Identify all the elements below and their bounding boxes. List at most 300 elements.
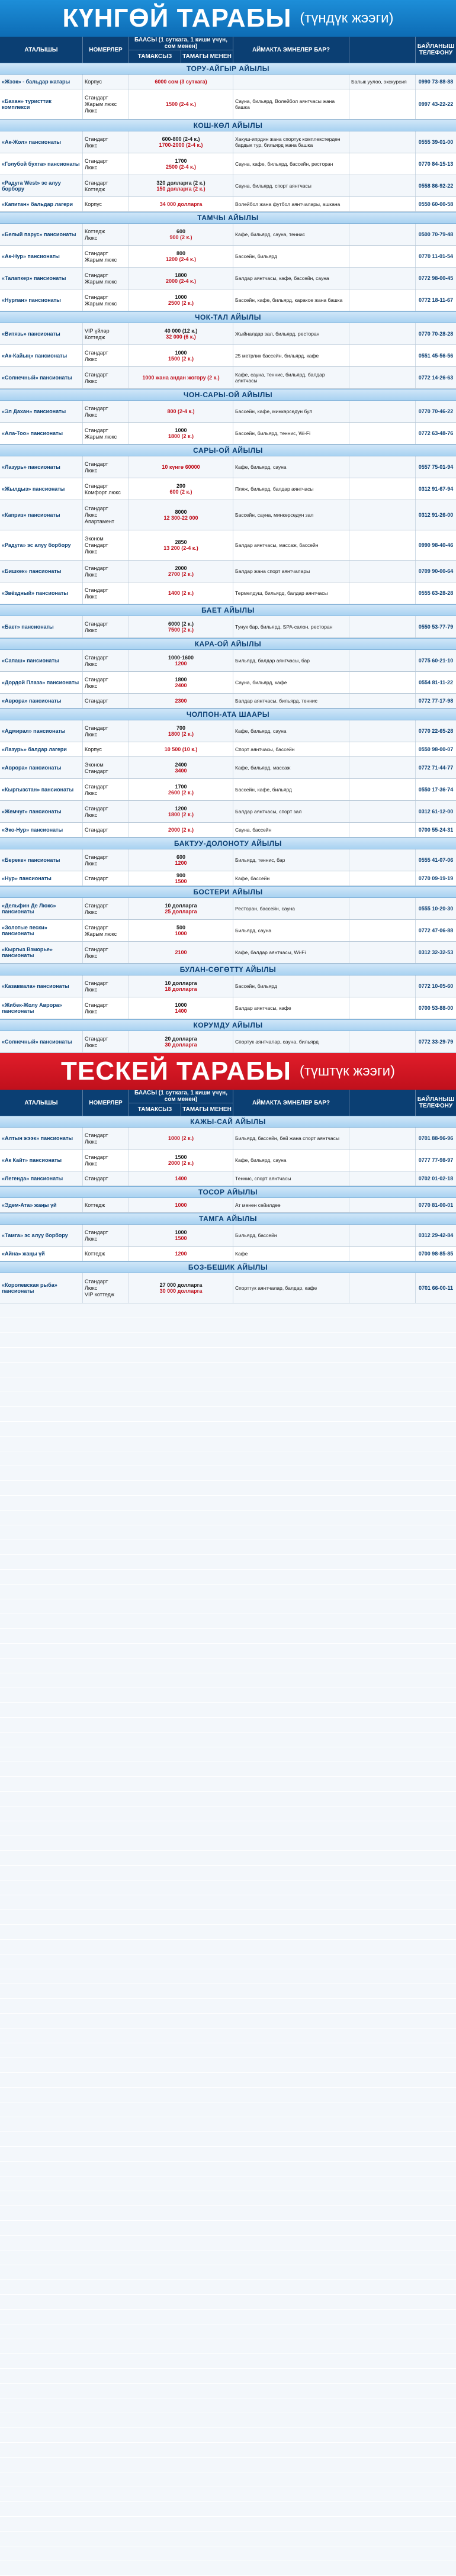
phone-number: 0772 47-06-88 (418, 928, 454, 933)
room-type: Люкс (85, 627, 98, 633)
amenities: Кафе, бильярд, сауна (233, 456, 349, 478)
amenities: Балдар аянтчасы, кафе, бассейн, сауна (233, 268, 349, 289)
south-shore-banner (0, 1053, 456, 1090)
price-with-meal: 7500 (2 к.) (168, 627, 194, 633)
resort-name: «Бишкек» пансионаты (0, 561, 83, 582)
room-type: Корпус (85, 201, 102, 207)
price-cell (129, 1247, 233, 1261)
phone-number: 0312 91-26-00 (418, 512, 454, 518)
room-type: Жарым люкс (85, 256, 117, 263)
room-type: Стандарт (85, 461, 108, 467)
room-types (83, 175, 129, 197)
price-with-meal: 1000 жана андан жогору (2 к.) (142, 375, 220, 381)
price-with-meal: 1500 (2-4 к.) (165, 101, 197, 107)
amenities: Бильярд, теннис, бар (233, 849, 349, 871)
amenities: Волейбол жана футбол аянтчалары, ашкана (233, 197, 349, 211)
amenities: Бассейн, бильярд (233, 246, 349, 267)
room-type: Стандарт (85, 482, 108, 489)
region-rows (0, 616, 456, 638)
room-types (83, 131, 129, 153)
phone-number: 0997 43-22-22 (418, 101, 454, 107)
room-type: Эконом (85, 761, 104, 768)
amenities (233, 75, 349, 89)
resort-name: «Береке» пансионаты (0, 849, 83, 871)
table-row (0, 197, 456, 212)
table-row (0, 1171, 456, 1186)
room-type: Люкс (85, 1235, 98, 1242)
price-with-meal: 2500 (2 к.) (168, 300, 194, 306)
col-amenities: АЙМАКТА ЭМНЕЛЕР БАР? (233, 1090, 349, 1116)
room-type: Стандарт (85, 620, 108, 627)
price-cell (129, 478, 233, 500)
room-types (83, 1031, 129, 1052)
room-type: Люкс (85, 909, 98, 915)
phone-number: 0550 60-00-58 (418, 201, 454, 207)
room-type: Стандарт (85, 768, 108, 774)
amenities: Жыйналдар зал, бильярд, ресторан (233, 323, 349, 344)
phone-number: 0701 88-96-96 (418, 1135, 454, 1141)
resort-name: «Солнечный» пансионаты (0, 1031, 83, 1052)
phone-number: 0550 17-36-74 (418, 787, 454, 793)
room-type: VIP коттедж (85, 1292, 114, 1297)
price-no-meal: 1800 (175, 272, 187, 278)
north-shore-banner (0, 0, 456, 37)
phone-number: 0555 63-28-28 (418, 590, 454, 596)
extra-info (349, 289, 416, 311)
phone-number: 0700 98-85-85 (418, 1251, 454, 1257)
amenities: Кафе, бильярд, сауна (233, 720, 349, 742)
phone-number: 0770 11-01-54 (418, 253, 454, 259)
room-types (83, 975, 129, 997)
price-cell (129, 1225, 233, 1246)
price-cell (129, 616, 233, 637)
room-type: Люкс (85, 682, 98, 689)
amenities: Бильярд, сауна (233, 920, 349, 941)
price-no-meal: 2400 (175, 762, 187, 768)
price-cell (129, 942, 233, 963)
region-header: БАКТУУ-ДОЛОНОТУ АЙЫЛЫ (0, 838, 456, 849)
resort-name: «Лазурь» пансионаты (0, 456, 83, 478)
resort-name: «Эдем-Ата» жаңы үй (0, 1198, 83, 1212)
phone-number: 0558 86-92-22 (418, 183, 454, 189)
room-type: Стандарт (85, 698, 108, 704)
table-row (0, 801, 456, 823)
table-row (0, 246, 456, 268)
room-types (83, 423, 129, 444)
room-types (83, 779, 129, 800)
room-types (83, 672, 129, 693)
table-row (0, 89, 456, 120)
extra-info (349, 456, 416, 478)
extra-info (349, 153, 416, 175)
room-type: Коттедж (85, 1202, 105, 1208)
table-row (0, 694, 456, 709)
phone-number: 0555 10-20-30 (418, 906, 454, 912)
extra-info (349, 423, 416, 444)
room-type: Люкс (85, 142, 98, 149)
resort-name: «Бахан» туристтик комплекси (0, 89, 83, 119)
price-cell (129, 742, 233, 756)
table-row (0, 616, 456, 638)
resort-name: «Нурлан» пансионаты (0, 289, 83, 311)
col-price (129, 37, 233, 63)
room-type: Люкс (85, 571, 98, 578)
extra-info (349, 742, 416, 756)
room-type: Люкс (85, 731, 98, 738)
room-type: Корпус (85, 79, 102, 85)
resort-name: «Радуга West» эс алуу борбору (0, 175, 83, 197)
table-row (0, 823, 456, 838)
price-no-meal: 1000 (175, 427, 187, 433)
resort-name: «Жемчуг» пансионаты (0, 801, 83, 822)
room-type: Стандарт (85, 542, 108, 548)
room-type: Люкс (85, 593, 98, 600)
amenities: Ат менен сейилдөө (233, 1198, 349, 1212)
extra-info (349, 757, 416, 778)
extra-info (349, 694, 416, 708)
phone-number: 0700 55-24-31 (418, 827, 454, 833)
price-no-meal: 40 000 (12 к.) (164, 328, 198, 334)
room-types (83, 246, 129, 267)
table-row (0, 423, 456, 445)
phone-number: 0770 84-15-13 (418, 161, 454, 167)
room-type: Люкс (85, 356, 98, 362)
resort-name: «Ак Кайт» пансионаты (0, 1149, 83, 1171)
room-types (83, 1225, 129, 1246)
price-cell (129, 530, 233, 560)
price-no-meal: 1700 (175, 784, 187, 790)
resort-name: «Дордой Плаза» пансионаты (0, 672, 83, 693)
room-types (83, 942, 129, 963)
price-with-meal: 900 (2 к.) (169, 234, 192, 240)
region-header: ТОСОР АЙЫЛЫ (0, 1186, 456, 1198)
room-type: Коттедж (85, 186, 105, 192)
resort-name: «Талапкер» пансионаты (0, 268, 83, 289)
price-cell (129, 401, 233, 422)
col-price-with-meal: ТАМАГЫ МЕНЕН (182, 53, 232, 60)
room-type: Жарым люкс (85, 300, 117, 307)
table-row (0, 942, 456, 964)
price-cell (129, 779, 233, 800)
table-header-south (0, 1090, 456, 1116)
price-cell (129, 672, 233, 693)
region-rows (0, 1128, 456, 1186)
price-cell (129, 823, 233, 837)
price-cell (129, 1031, 233, 1052)
table-row (0, 289, 456, 311)
resort-name: «Ак-Нур» пансионаты (0, 246, 83, 267)
table-row (0, 530, 456, 561)
phone-number: 0770 22-65-28 (418, 728, 454, 734)
extra-info (349, 650, 416, 671)
room-type: Стандарт (85, 827, 108, 833)
region-rows (0, 224, 456, 311)
amenities: Бассейн, кафе, минкөрсөдүн бул (233, 401, 349, 422)
price-with-meal: 1700-2000 (2-4 к.) (159, 142, 203, 148)
price-no-meal: 2850 (175, 539, 187, 545)
table-row (0, 1149, 456, 1171)
price-with-meal: 1800 (2 к.) (168, 731, 194, 737)
room-type: Стандарт (85, 902, 108, 909)
amenities: 25 метрлик бассейн, бильярд, кафе (233, 345, 349, 366)
room-type: Стандарт (85, 179, 108, 186)
amenities: Кафе, бассейн (233, 871, 349, 886)
room-type: Стандарт (85, 1176, 108, 1181)
extra-info (349, 942, 416, 963)
amenities: Сауна, бильярд, Волейбол аянтчасы жана башка (233, 89, 349, 119)
room-type: Стандарт (85, 371, 108, 378)
region-rows (0, 75, 456, 120)
col-price-top: БААСЫ (1 суткага, 1 киши үчүн, сом менен) (129, 37, 233, 50)
table-header-north (0, 37, 456, 63)
extra-info (349, 823, 416, 837)
extra-info (349, 89, 416, 119)
amenities: Бассейн, бильярд (233, 975, 349, 997)
price-with-meal: 30 долларга (165, 1042, 197, 1048)
region-rows (0, 1225, 456, 1261)
price-with-meal: 6000 сом (3 суткага) (155, 79, 207, 85)
price-with-meal: 1500 (2 к.) (168, 356, 194, 362)
amenities: Пляж, бильярд, балдар аянтчасы (233, 478, 349, 500)
room-types (83, 1171, 129, 1186)
extra-info (349, 1273, 416, 1303)
room-types (83, 224, 129, 245)
price-cell (129, 500, 233, 530)
room-type: Корпус (85, 746, 102, 752)
resort-name: «Жээк» - бальдар жатары (0, 75, 83, 89)
room-type: Стандарт (85, 946, 108, 952)
phone-number: 0990 73-88-88 (418, 79, 454, 85)
price-cell (129, 224, 233, 245)
room-type: Люкс (85, 411, 98, 418)
price-with-meal: 2400 (175, 682, 187, 688)
room-types (83, 89, 129, 119)
phone-number: 0312 91-67-94 (418, 486, 454, 492)
amenities: Кафе, балдар аянтчасы, Wi-Fi (233, 942, 349, 963)
price-with-meal: 150 долларга (2 к.) (156, 186, 205, 192)
phone-number: 0550 53-77-79 (418, 624, 454, 630)
amenities: Спорттук аянтчалар, балдар, кафе (233, 1273, 349, 1303)
amenities: Теннис, спорт аянтчасы (233, 1171, 349, 1186)
table-row (0, 268, 456, 289)
phone-number: 0772 71-44-77 (418, 765, 454, 771)
table-row (0, 224, 456, 246)
extra-info (349, 1171, 416, 1186)
amenities: Балдар жана спорт аянтчалары (233, 561, 349, 582)
extra-info (349, 898, 416, 919)
price-cell (129, 1273, 233, 1303)
price-no-meal: 10 долларга (165, 980, 197, 986)
amenities: Кафе, бильярд, массаж (233, 757, 349, 778)
price-no-meal: 900 (176, 872, 186, 878)
extra-info (349, 1149, 416, 1171)
room-types (83, 530, 129, 560)
room-type: Стандарт (85, 587, 108, 593)
extra-info (349, 323, 416, 344)
room-type: Стандарт (85, 654, 108, 661)
room-types (83, 561, 129, 582)
price-with-meal: 2000 (2-4 к.) (165, 278, 197, 284)
table-row (0, 849, 456, 871)
phone-number: 0700 53-88-00 (418, 1005, 454, 1011)
price-no-meal: 1000 (175, 1229, 187, 1235)
room-type: VIP үйлөр (85, 327, 110, 334)
room-type: Люкс (85, 234, 98, 241)
room-types (83, 401, 129, 422)
phone-number: 0772 10-05-60 (418, 983, 454, 989)
price-cell (129, 153, 233, 175)
resort-name: «Солнечный» пансионаты (0, 367, 83, 388)
room-type: Стандарт (85, 854, 108, 860)
extra-info (349, 616, 416, 637)
region-rows (0, 849, 456, 886)
table-row (0, 1198, 456, 1213)
page-filler (0, 1303, 456, 2576)
col-extra (349, 1090, 416, 1116)
col-price-with-meal: ТАМАГЫ МЕНЕН (182, 1106, 232, 1113)
price-with-meal: 1500 (175, 878, 187, 884)
extra-info (349, 345, 416, 366)
extra-info (349, 1198, 416, 1212)
price-with-meal: 34 000 долларга (159, 201, 203, 207)
room-types (83, 500, 129, 530)
price-cell (129, 801, 233, 822)
room-type: Стандарт (85, 565, 108, 571)
region-header: КОШ-КӨЛ АЙЫЛЫ (0, 120, 456, 131)
region-header: БОЗ-БЕШИК АЙЫЛЫ (0, 1261, 456, 1273)
amenities: Термелдуш, бильярд, балдар аянтчасы (233, 582, 349, 604)
room-type: Стандарт (85, 1229, 108, 1235)
room-type: Люкс (85, 549, 98, 555)
room-types (83, 650, 129, 671)
phone-number: 0777 77-98-97 (418, 1157, 454, 1163)
room-types (83, 920, 129, 941)
price-no-meal: 700 (176, 725, 186, 731)
room-types (83, 289, 129, 311)
resort-name: «Дельфин Де Люкс» пансионаты (0, 898, 83, 919)
extra-info (349, 367, 416, 388)
phone-number: 0772 18-11-67 (418, 297, 454, 303)
room-types (83, 1247, 129, 1261)
price-with-meal: 1800 (2 к.) (168, 433, 194, 439)
room-type: Люкс (85, 378, 98, 384)
resort-name: «Радуга» эс алуу борбору (0, 530, 83, 560)
price-cell (129, 345, 233, 366)
room-type: Люкс (85, 1138, 98, 1145)
price-cell (129, 920, 233, 941)
south-shore-subtitle: (түштүк жээги) (299, 1063, 395, 1079)
region-rows (0, 131, 456, 212)
room-types (83, 898, 129, 919)
price-with-meal: 2000 (2 к.) (168, 827, 194, 833)
phone-number: 0312 29-42-84 (418, 1232, 454, 1238)
price-cell (129, 849, 233, 871)
price-with-meal: 12 300-22 000 (163, 515, 198, 521)
table-row (0, 720, 456, 742)
price-with-meal: 2000 (2 к.) (168, 1160, 194, 1166)
price-no-meal: 10 долларга (165, 903, 197, 909)
price-with-meal: 2500 (2-4 к.) (165, 164, 197, 170)
extra-info (349, 1031, 416, 1052)
resort-name: «Ак-Жол» пансионаты (0, 131, 83, 153)
amenities: Балдар аянтчасы, бильярд, теннис (233, 694, 349, 708)
resort-name: «Алтын жээк» пансионаты (0, 1128, 83, 1149)
price-no-meal: 1000 (175, 350, 187, 356)
room-types (83, 153, 129, 175)
region-header: ЧОЛПОН-АТА ШААРЫ (0, 709, 456, 720)
room-types (83, 456, 129, 478)
col-phone: БАЙЛАНЫШ ТЕЛЕФОНУ (417, 1096, 455, 1109)
table-row (0, 650, 456, 672)
resort-name: «Сапаш» пансионаты (0, 650, 83, 671)
resort-name: «Жибек-Жолу Аврора» пансионаты (0, 997, 83, 1019)
resort-name: «Аврора» пансионаты (0, 694, 83, 708)
price-cell (129, 289, 233, 311)
extra-info (349, 779, 416, 800)
price-no-meal: 1000-1600 (168, 655, 194, 661)
price-with-meal: 1800 (2 к.) (168, 812, 194, 817)
amenities: Сауна, кафе, бильярд, бассейн, ресторан (233, 153, 349, 175)
price-cell (129, 367, 233, 388)
price-with-meal: 1000 (175, 1202, 187, 1208)
room-type: Стандарт (85, 1002, 108, 1008)
room-type: Люкс (85, 812, 98, 818)
price-cell (129, 898, 233, 919)
extra-info: Балык уулоо, экскурсия (349, 75, 416, 89)
resort-name: «Эко-Нур» пансионаты (0, 823, 83, 837)
room-type: Стандарт (85, 1132, 108, 1138)
room-types (83, 801, 129, 822)
room-type: Жарым люкс (85, 101, 117, 107)
extra-info (349, 582, 416, 604)
north-shore-table (0, 63, 456, 1053)
price-cell (129, 720, 233, 742)
resort-name: «Нур» пансионаты (0, 871, 83, 886)
extra-info (349, 997, 416, 1019)
resort-name: «Каприз» пансионаты (0, 500, 83, 530)
amenities: Сауна, бильярд, спорт аянтчасы (233, 175, 349, 197)
price-cell (129, 975, 233, 997)
table-row (0, 997, 456, 1019)
phone-number: 0770 70-46-22 (418, 408, 454, 414)
amenities: Сауна, бассейн (233, 823, 349, 837)
region-header: КАЖЫ-САЙ АЙЫЛЫ (0, 1116, 456, 1128)
room-type: Жарым люкс (85, 278, 117, 285)
extra-info (349, 500, 416, 530)
room-type: Стандарт (85, 1279, 108, 1284)
phone-number: 0312 32-32-53 (418, 949, 454, 955)
extra-info (349, 672, 416, 693)
col-price (129, 1090, 233, 1116)
price-with-meal: 10 күнгө 60000 (162, 464, 200, 470)
table-row (0, 478, 456, 500)
phone-number: 0500 70-79-48 (418, 231, 454, 237)
table-row (0, 367, 456, 389)
region-header: ТОРУ-АЙГЫР АЙЫЛЫ (0, 63, 456, 75)
price-with-meal: 1500 (175, 1235, 187, 1241)
table-row (0, 920, 456, 942)
region-header: КАРА-ОЙ АЙЫЛЫ (0, 638, 456, 650)
resort-name: «Ак-Кайың» пансионаты (0, 345, 83, 366)
amenities: Бильярд, бассейн, бей жана спорт аянтчасы (233, 1128, 349, 1149)
phone-number: 0709 90-00-64 (418, 568, 454, 574)
room-types (83, 582, 129, 604)
amenities: Балдар аянтчасы, кафе (233, 997, 349, 1019)
region-rows (0, 898, 456, 964)
price-cell (129, 268, 233, 289)
col-phone: БАЙЛАНЫШ ТЕЛЕФОНУ (417, 43, 455, 56)
extra-info (349, 720, 416, 742)
